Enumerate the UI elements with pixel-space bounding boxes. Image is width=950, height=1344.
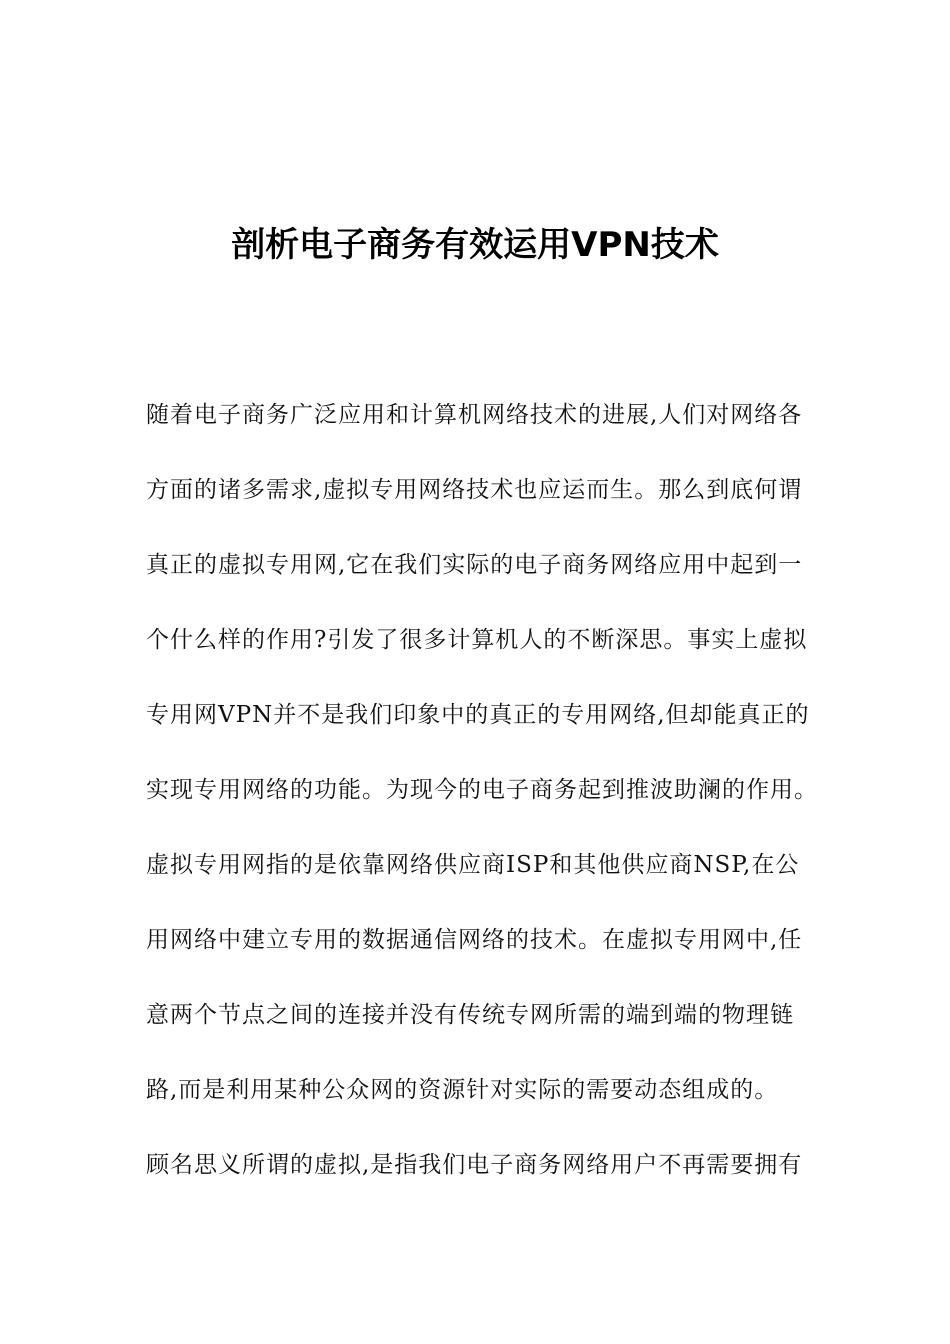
body-line: 虚拟专用网指的是依靠网络供应商ISP和其他供应商NSP,在公 (146, 852, 800, 878)
body-line: 随着电子商务广泛应用和计算机网络技术的进展,人们对网络各 (146, 402, 803, 428)
document-title: 剖析电子商务有效运用VPN技术 (231, 225, 719, 265)
body-line: 路,而是利用某种公众网的资源针对实际的需要动态组成的。 (146, 1077, 779, 1103)
body-line: 方面的诸多需求,虚拟专用网络技术也应运而生。那么到底何谓 (146, 477, 803, 503)
body-line: 用网络中建立专用的数据通信网络的技术。在虚拟专用网中,任 (146, 927, 803, 953)
body-line: 个什么样的作用?引发了很多计算机人的不断深思。事实上虚拟 (146, 627, 808, 653)
document-body (146, 378, 846, 1203)
body-line: 顾名思义所谓的虚拟,是指我们电子商务网络用户不再需要拥有 (146, 1152, 803, 1178)
body-line: 意两个节点之间的连接并没有传统专网所需的端到端的物理链 (146, 1002, 794, 1028)
body-line: 实现专用网络的功能。为现今的电子商务起到推波助澜的作用。 (146, 777, 818, 803)
body-line: 真正的虚拟专用网,它在我们实际的电子商务网络应用中起到一 (146, 552, 803, 578)
body-line: 专用网VPN并不是我们印象中的真正的专用网络,但却能真正的 (146, 702, 810, 728)
